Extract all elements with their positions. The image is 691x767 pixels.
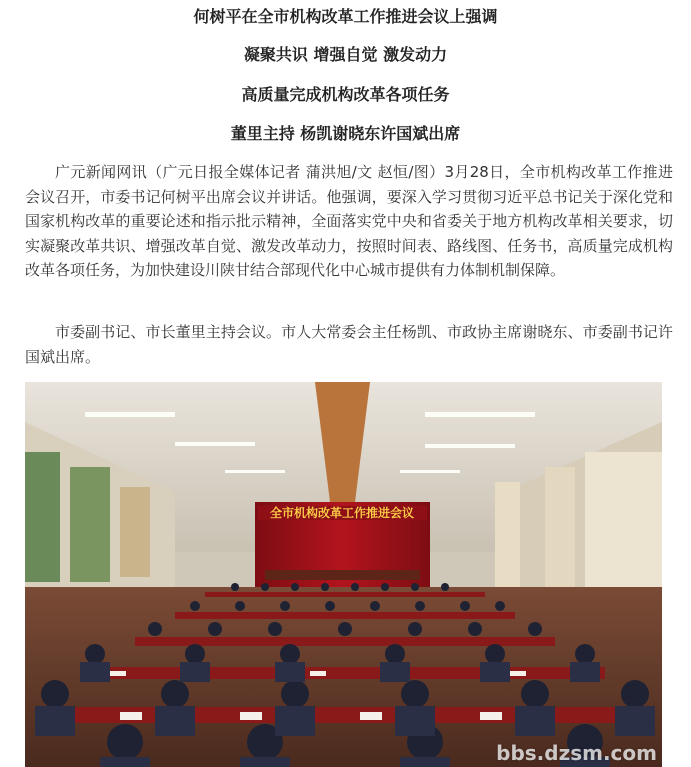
article-paragraph-1: 广元新闻网讯（广元日报全媒体记者 蒲洪旭/文 赵恒/图）3月28日，全市机构改革工作推进会议召开，市委书记何树平出席会议并讲话。他强调，要深入学习贯彻习近平总书记关于深化党和国家机构改革的重要论述和指示批示精神，全面落实党中央和省委关于地方机构改革相关要求，切实凝聚改革共识、增强改革自觉、激发改革动力，按照时间表、路线图、任务书，高质量完成机构改革各项任务，为加快建设川陕甘结合部现代化中心城市提供有力体制机制保障。 xyxy=(25,163,673,279)
meeting-photo xyxy=(25,382,662,767)
headline-2: 凝聚共识 增强自觉 激发动力 xyxy=(243,45,448,64)
photo-watermark: bbs.dzsm.com xyxy=(496,741,657,765)
headline-3: 高质量完成机构改革各项任务 xyxy=(241,85,450,104)
headline-4: 董里主持 杨凯谢晓东许国斌出席 xyxy=(230,124,461,143)
headline-1: 何树平在全市机构改革工作推进会议上强调 xyxy=(193,7,498,26)
article-paragraph-2: 市委副书记、市长董里主持会议。市人大常委会主任杨凯、市政协主席谢晓东、市委副书记许国斌出席。 xyxy=(25,323,673,366)
stage-banner: 全市机构改革工作推进会议 xyxy=(269,506,415,520)
